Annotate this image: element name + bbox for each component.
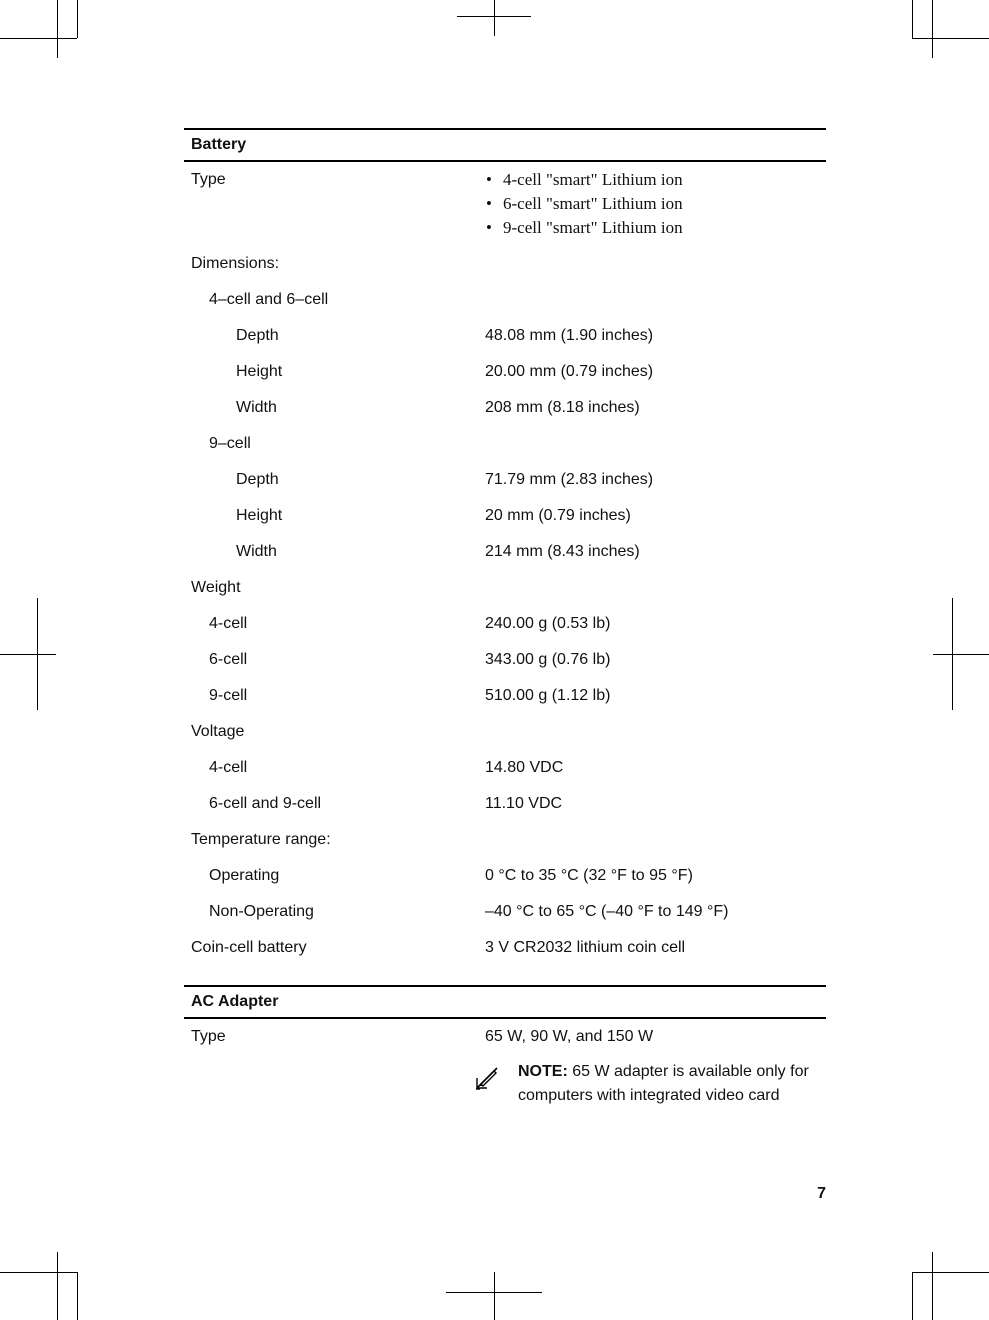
weight-6-row (0, 648, 989, 672)
note-text (518, 1060, 828, 1108)
ac-type-label: Type (191, 1028, 226, 1045)
dim-46-width-row (0, 396, 989, 420)
dim-9-depth-row (0, 468, 989, 492)
crop-mark (494, 1272, 495, 1320)
battery-section-title: Battery (184, 128, 826, 162)
weight-9-label: 9-cell (209, 687, 248, 704)
weight-9-row (0, 684, 989, 708)
dimensions-label: Dimensions: (191, 255, 280, 272)
note-body: 65 W adapter is available only for computers with integrated video card (518, 1063, 809, 1104)
crop-mark (77, 1272, 78, 1320)
temp-nonoperating-row (0, 900, 989, 924)
dim-9-height-row (0, 504, 989, 528)
dimensions-row (0, 252, 989, 276)
temperature-label: Temperature range: (191, 831, 331, 848)
width-value: 208 mm (8.18 inches) (485, 399, 640, 416)
ac-adapter-section-title: AC Adapter (184, 985, 826, 1019)
weight-4-row (0, 612, 989, 636)
crop-mark (57, 1252, 58, 1320)
temp-nonoperating-label: Non-Operating (209, 903, 314, 920)
dim-9-width-row (0, 540, 989, 564)
voltage-label: Voltage (191, 723, 245, 740)
page-number: 7 (817, 1185, 826, 1202)
crop-mark (0, 1272, 77, 1273)
battery-type-label: Type (191, 171, 226, 188)
crop-mark (932, 0, 933, 58)
weight-6-value: 343.00 g (0.76 lb) (485, 651, 611, 668)
ac-type-value: 65 W, 90 W, and 150 W (485, 1028, 654, 1045)
crop-mark (912, 0, 913, 38)
dim-9-label: 9–cell (209, 435, 251, 452)
list-item: • 4-cell "smart" Lithium ion (486, 168, 683, 192)
weight-label: Weight (191, 579, 241, 596)
ac-type-row (0, 1025, 989, 1049)
voltage-row (0, 720, 989, 744)
dim-46-depth-row (0, 324, 989, 348)
temp-operating-value: 0 °C to 35 °C (32 °F to 95 °F) (485, 867, 693, 884)
weight-row (0, 576, 989, 600)
voltage-4-value: 14.80 VDC (485, 759, 564, 776)
coin-cell-row (0, 936, 989, 960)
weight-6-label: 6-cell (209, 651, 248, 668)
dim-46-row (0, 288, 989, 312)
height-label: Height (236, 363, 283, 380)
coin-cell-value: 3 V CR2032 lithium coin cell (485, 939, 686, 956)
weight-9-value: 510.00 g (1.12 lb) (485, 687, 611, 704)
crop-mark (912, 1272, 989, 1273)
crop-mark (932, 1252, 933, 1320)
depth-value: 71.79 mm (2.83 inches) (485, 471, 654, 488)
crop-mark (912, 1272, 913, 1320)
crop-mark (57, 0, 58, 58)
crop-mark (0, 38, 77, 39)
voltage-69-label: 6-cell and 9-cell (209, 795, 322, 812)
temp-nonoperating-value: –40 °C to 65 °C (–40 °F to 149 °F) (485, 903, 729, 920)
crop-mark (77, 0, 78, 38)
voltage-69-row (0, 792, 989, 816)
bullet: • (486, 218, 492, 237)
height-value: 20.00 mm (0.79 inches) (485, 363, 654, 380)
battery-type-list (486, 168, 683, 240)
voltage-4-row (0, 756, 989, 780)
weight-4-label: 4-cell (209, 615, 248, 632)
temperature-row (0, 828, 989, 852)
note-label: NOTE: (518, 1063, 568, 1080)
list-item: • 6-cell "smart" Lithium ion (486, 192, 683, 216)
depth-value: 48.08 mm (1.90 inches) (485, 327, 654, 344)
coin-cell-label: Coin-cell battery (191, 939, 307, 956)
pencil-note-icon (474, 1064, 500, 1090)
width-label: Width (236, 399, 277, 416)
dim-46-label: 4–cell and 6–cell (209, 291, 329, 308)
crop-mark (912, 38, 989, 39)
crop-mark (494, 0, 495, 36)
depth-label: Depth (236, 471, 279, 488)
weight-4-value: 240.00 g (0.53 lb) (485, 615, 611, 632)
height-label: Height (236, 507, 283, 524)
bullet: • (486, 194, 492, 213)
temp-operating-row (0, 864, 989, 888)
voltage-4-label: 4-cell (209, 759, 248, 776)
width-value: 214 mm (8.43 inches) (485, 543, 640, 560)
bullet: • (486, 170, 492, 189)
height-value: 20 mm (0.79 inches) (485, 507, 631, 524)
list-item: • 9-cell "smart" Lithium ion (486, 216, 683, 240)
voltage-69-value: 11.10 VDC (485, 795, 563, 812)
depth-label: Depth (236, 327, 279, 344)
temp-operating-label: Operating (209, 867, 280, 884)
dim-46-height-row (0, 360, 989, 384)
width-label: Width (236, 543, 277, 560)
dim-9-row (0, 432, 989, 456)
